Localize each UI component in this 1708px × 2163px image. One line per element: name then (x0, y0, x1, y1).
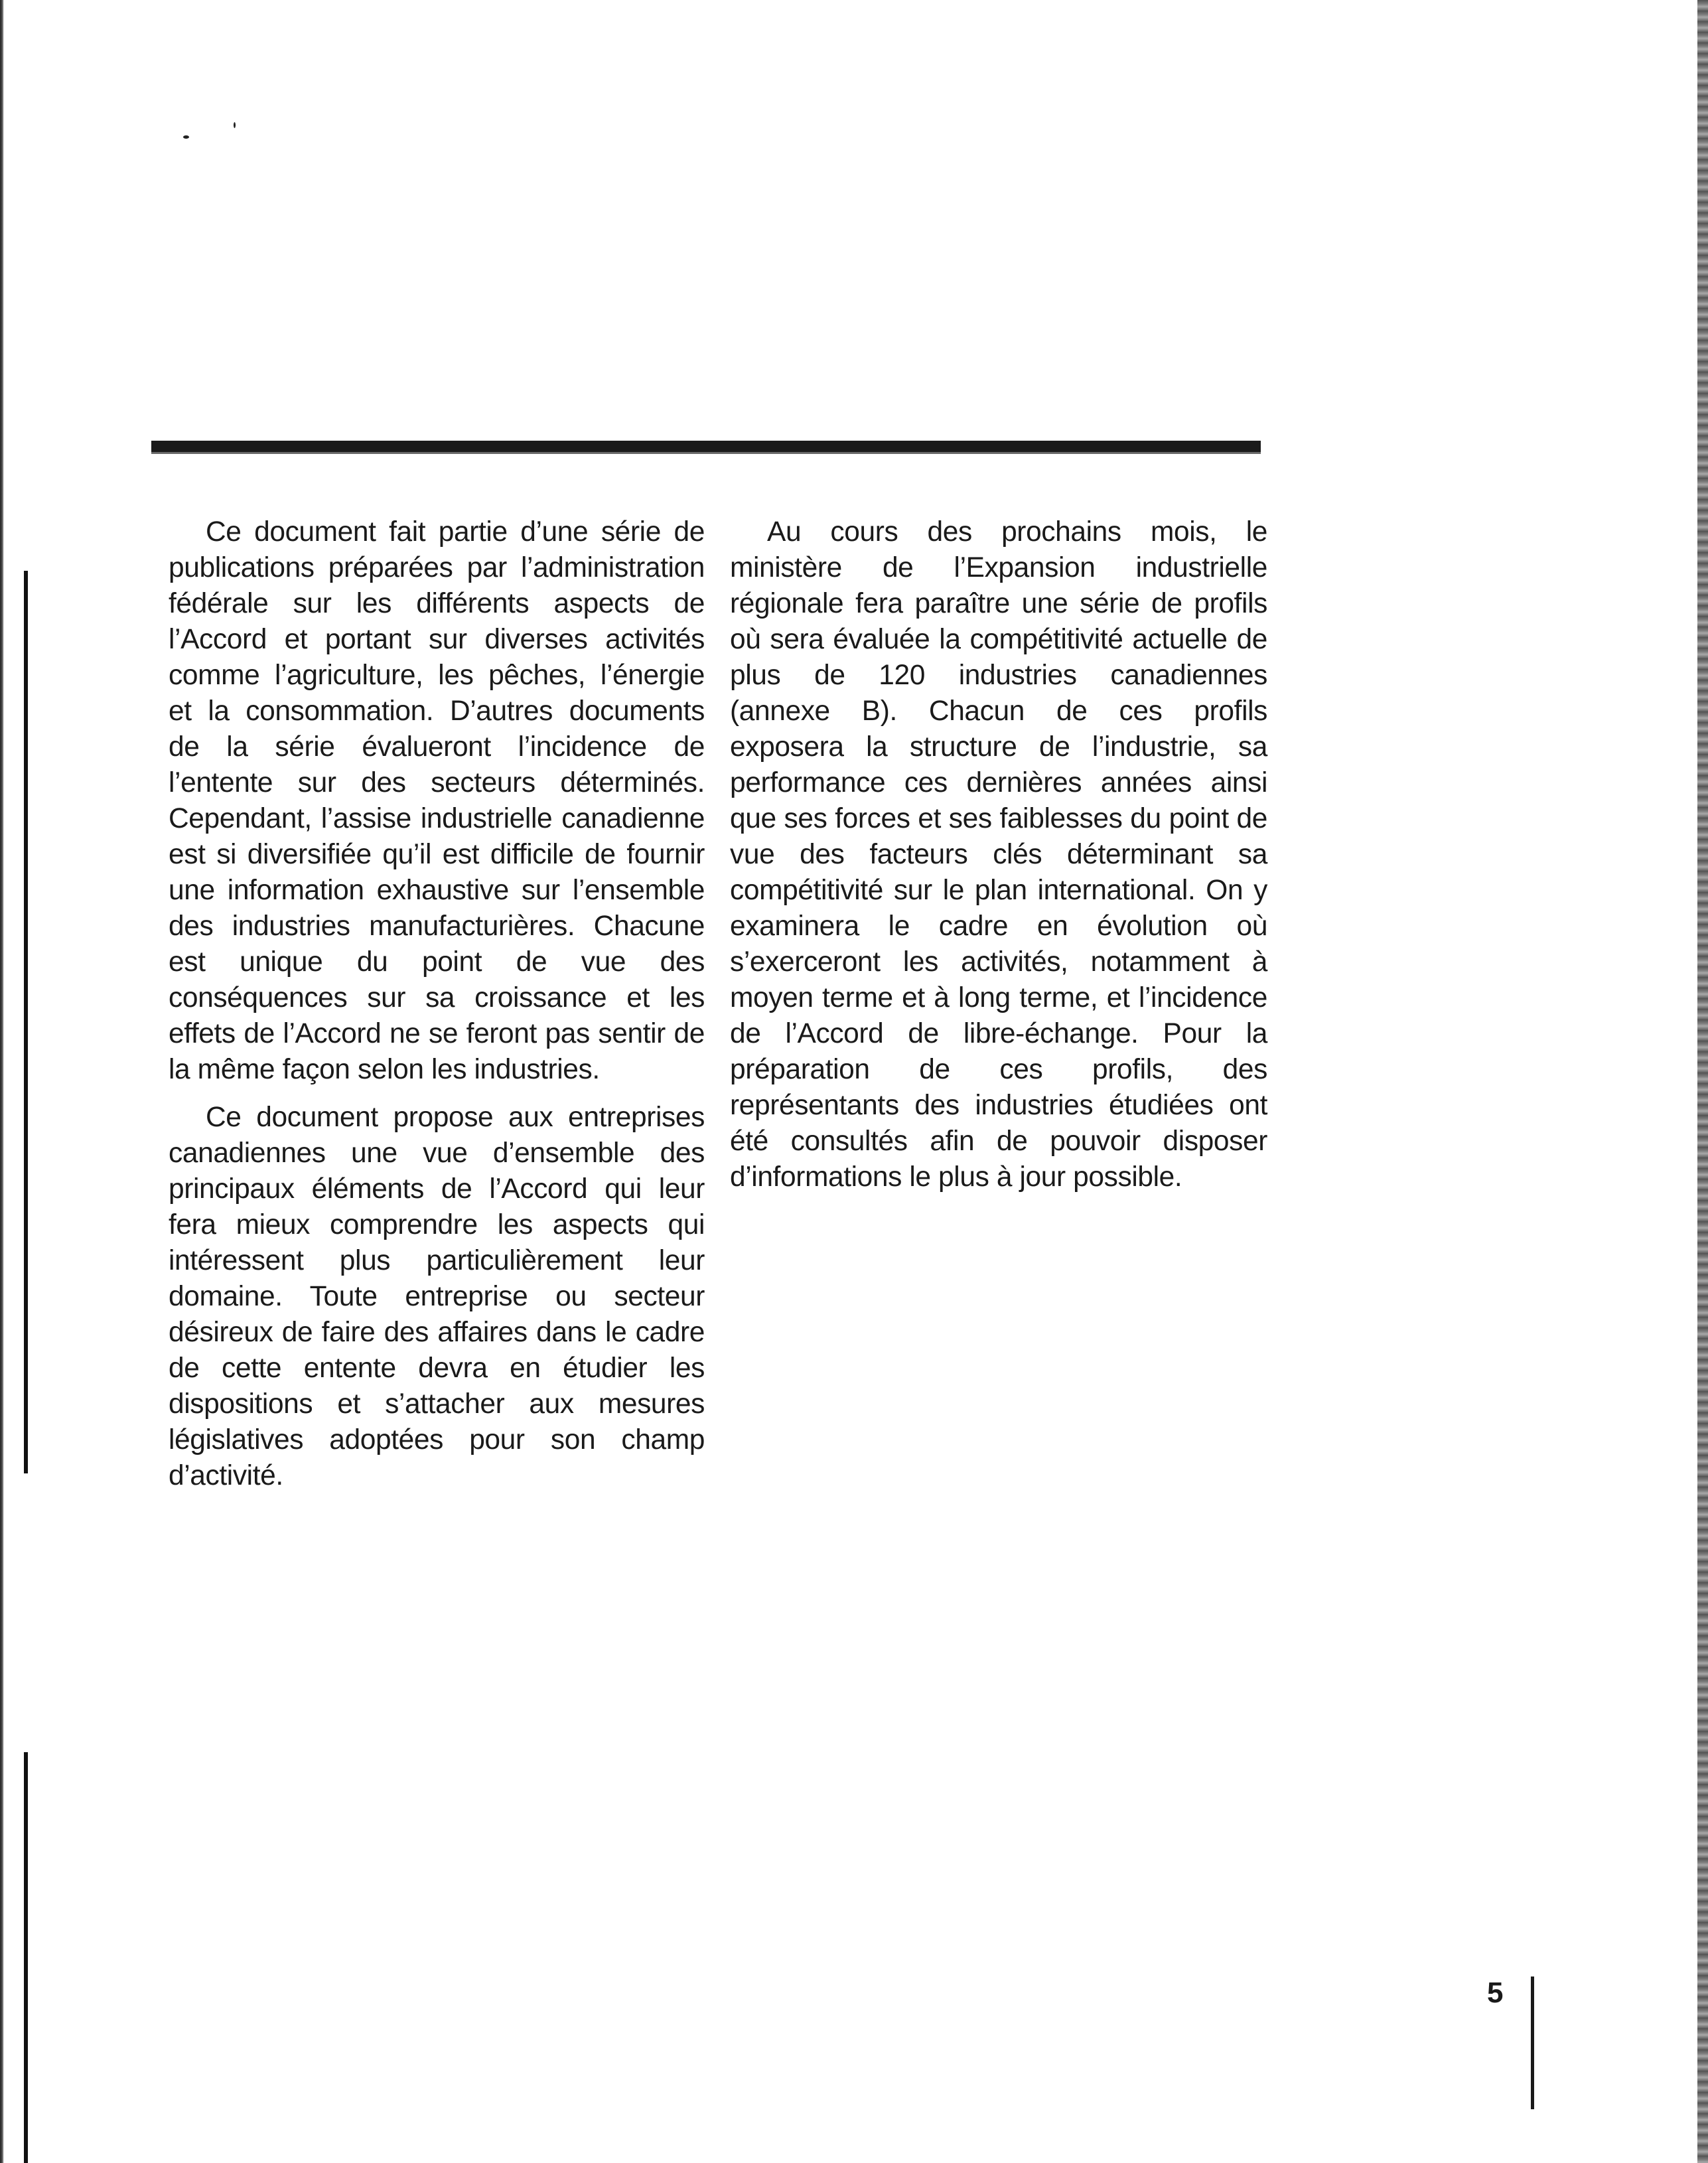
scan-speck (183, 135, 189, 139)
paragraph: Ce document fait partie d’une série de publications préparées par l’administration fédérale sur les différents aspects de l’Accord et portant sur diverses activités comme l’agriculture, les pêches, l’énergie et la consommation. D’autres documents de la série évalueront l’incidence de l’entente sur des secteurs déterminés. Cependant, l’assise industrielle canadienne est si diversifiée qu’il est difficile de fournir une information exhaustive sur l’ensemble des industries manufacturières. Chacune est unique du point de vue des conséquences sur sa croissance et les effets de l’Accord ne se feront pas sentir de la même façon selon les industries. (169, 516, 705, 1085)
scan-edge-right (1697, 0, 1708, 2163)
scan-streak (24, 571, 28, 1473)
scan-streak (24, 1752, 28, 2163)
header-rule (151, 441, 1261, 454)
right-column (730, 514, 1267, 1207)
paragraph: Au cours des prochains mois, le ministère de l’Expansion industrielle régionale fera paraître une série de profils où sera évaluée la compétitivité actuelle de plus de 120 industries canadiennes (annexe B). Chacun de ces profils exposera la structure de l’industrie, sa performance ces dernières années ainsi que ses forces et ses faiblesses du point de vue des facteurs clés déterminant sa compétitivité sur le plan international. On y examinera le cadre en évolution où s’exerceront les activités, notamment à moyen terme et à long terme, et l’incidence de l’Accord de libre-échange. Pour la préparation de ces profils, des représentants des industries étudiées ont été consultés afin de pouvoir disposer d’informations le plus à jour possible. (730, 516, 1267, 1193)
page-number: 5 (1487, 1977, 1504, 2009)
scan-edge-left (0, 0, 4, 2163)
left-column (169, 514, 705, 1506)
scan-speck (234, 122, 236, 128)
page-number-rule (1531, 1977, 1534, 2109)
paragraph: Ce document propose aux entreprises canadiennes une vue d’ensemble des principaux éléments de l’Accord qui leur fera mieux comprendre les aspects qui intéressent plus particulièrement leur domaine. Toute entreprise ou secteur désireux de faire des affaires dans le cadre de cette entente devra en étudier les dispositions et s’attacher aux mesures législatives adoptées pour son champ d’activité. (169, 1102, 705, 1491)
